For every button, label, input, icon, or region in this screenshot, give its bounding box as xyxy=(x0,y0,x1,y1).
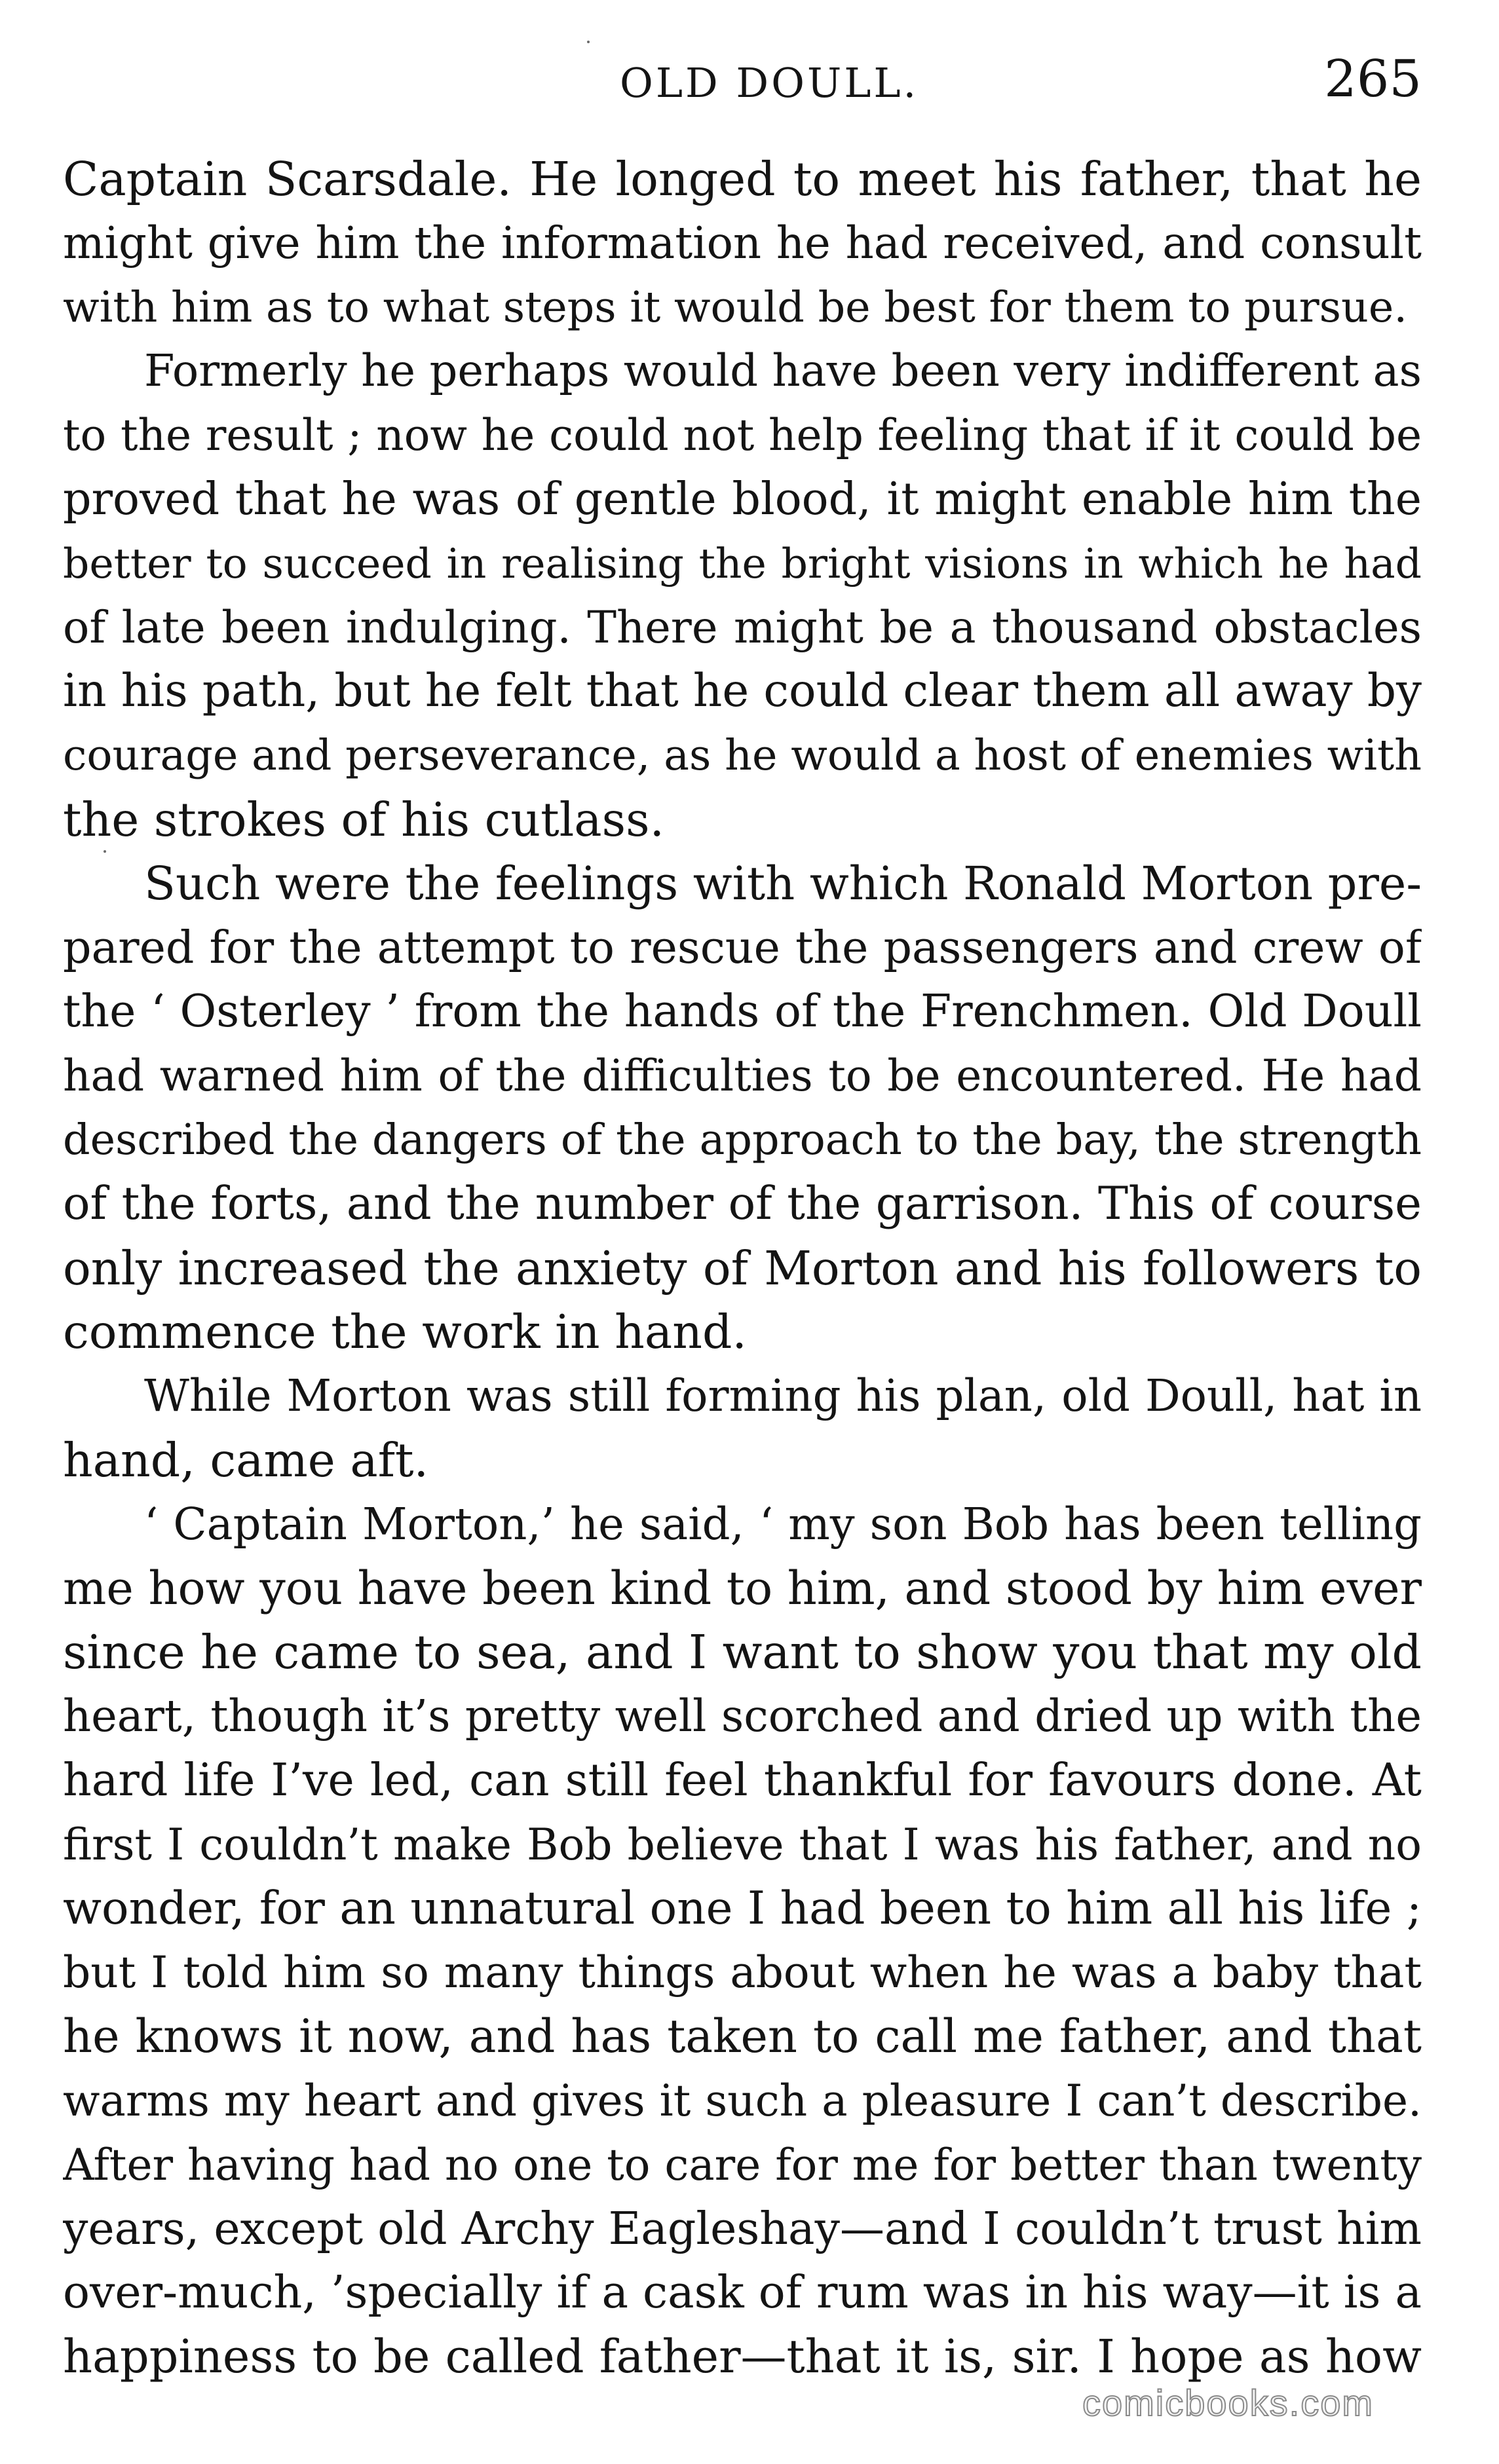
body-text xyxy=(63,147,1422,2389)
text-line: described the dangers of the approach to the bay, the strength xyxy=(63,1115,1422,1165)
text-line: Such were the feelings with which Ronald Morton pre- xyxy=(144,856,1422,910)
page-header xyxy=(0,50,1499,119)
text-line: happiness to be called father—that it is, sir. I hope as how xyxy=(63,2330,1422,2384)
text-line: of late been indulging. There might be a thousand obstacles xyxy=(63,601,1422,653)
print-speck xyxy=(587,41,590,43)
text-line: might give him the information he had received, and consult xyxy=(63,217,1422,269)
text-line: he knows it now, and has taken to call me father, and that xyxy=(63,2009,1422,2064)
watermark-text: comicbooks.com xyxy=(1082,2382,1375,2423)
text-line: wonder, for an unnatural one I had been to him all his life ; xyxy=(63,1882,1422,1935)
text-line: over-much, ’specially if a cask of rum was in his way—it is a xyxy=(63,2267,1422,2319)
text-line: only increased the anxiety of Morton and his followers to xyxy=(63,1241,1422,1296)
text-line: Formerly he perhaps would have been very indifferent as xyxy=(144,345,1422,397)
running-title: OLD DOULL. xyxy=(620,59,919,107)
text-line: me how you have been kind to him, and stood by him ever xyxy=(63,1561,1422,1615)
text-line: hard life I’ve led, can still feel thankful for favours done. At xyxy=(63,1754,1422,1806)
text-line: After having had no one to care for me for better than twenty xyxy=(63,2139,1422,2190)
text-line: commence the work in hand. xyxy=(63,1305,747,1360)
text-line: but I told him so many things about when he was a baby that xyxy=(63,1947,1422,1998)
text-line: to the result ; now he could not help feeling that if it could be xyxy=(63,410,1422,461)
text-line: While Morton was still forming his plan, old Doull, hat in xyxy=(144,1370,1422,1422)
text-line: hand, came aft. xyxy=(63,1432,429,1487)
text-line: better to succeed in realising the bright visions in which he had xyxy=(63,539,1422,588)
text-line: the ‘ Osterley ’ from the hands of the Frenchmen. Old Doull xyxy=(63,986,1422,1038)
text-line: with him as to what steps it would be best for them to pursue. xyxy=(63,282,1408,332)
text-line: proved that he was of gentle blood, it might enable him the xyxy=(63,473,1422,525)
text-line: in his path, but he felt that he could clear them all away by xyxy=(63,665,1422,718)
text-line: Captain Scarsdale. He longed to meet his father, that he xyxy=(63,152,1422,206)
text-line: pared for the attempt to rescue the passengers and crew of xyxy=(63,922,1422,974)
text-line: heart, though it’s pretty well scorched and dried up with the xyxy=(63,1690,1422,1742)
page-number: 265 xyxy=(1324,50,1422,109)
text-line: years, except old Archy Eagleshay—and I couldn’t trust him xyxy=(63,2203,1422,2255)
text-line: warms my heart and gives it such a pleasure I can’t describe. xyxy=(63,2075,1422,2126)
text-line: of the forts, and the number of the garrison. This of course xyxy=(63,1177,1422,1230)
text-line: since he came to sea, and I want to show you that my old xyxy=(63,1625,1422,1680)
text-line: courage and perseverance, as he would a host of enemies with xyxy=(63,731,1422,781)
text-line: had warned him of the difficulties to be encountered. He had xyxy=(63,1051,1422,1102)
text-line: the strokes of his cutlass. xyxy=(63,792,665,847)
text-line: ‘ Captain Morton,’ he said, ‘ my son Bob has been telling xyxy=(144,1498,1422,1550)
text-line: first I couldn’t make Bob believe that I was his father, and no xyxy=(63,1819,1422,1870)
